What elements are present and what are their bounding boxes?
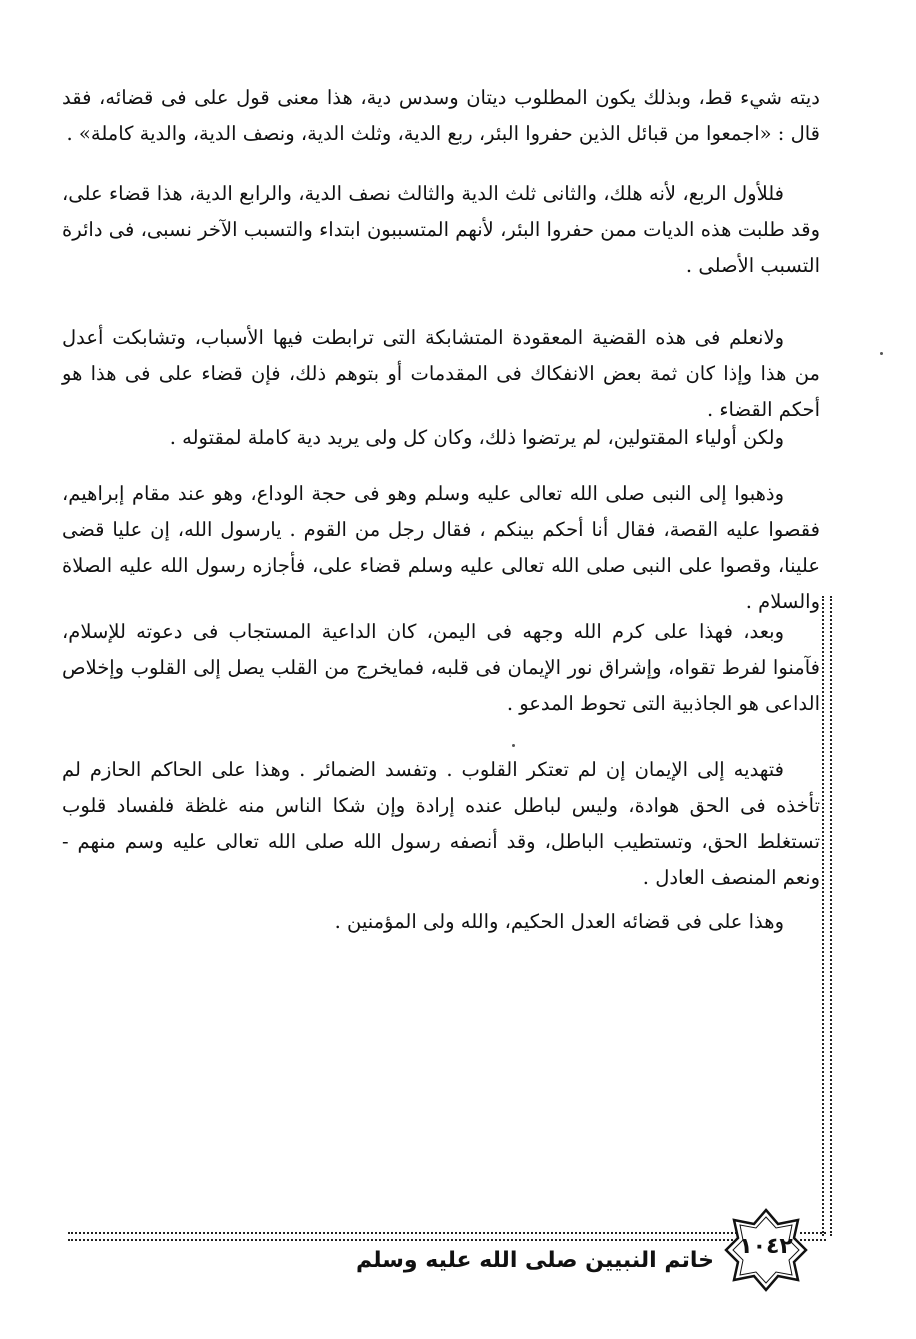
paragraph-4 bbox=[62, 420, 820, 456]
page-number: ١٠٤٢ bbox=[739, 1234, 793, 1259]
decorative-border-right bbox=[822, 596, 832, 1236]
paragraph-text: وهذا على فى قضائه العدل الحكيم، والله ولى المؤمنين . bbox=[334, 910, 784, 933]
decorative-border-bottom bbox=[68, 1232, 760, 1241]
paragraph-text: ولانعلم فى هذه القضية المعقودة المتشابكة التى ترابطت فيها الأسباب، وتشابكت أعدل من هذا وإذا كان ثمة بعض الانفكاك فى المقدمات أو بتوهم ذلك، فإن قضاء على فى هذا هو أحكم القضاء . bbox=[62, 326, 820, 421]
paragraph-text: فتهديه إلى الإيمان إن لم تعتكر القلوب . وتفسد الضمائر . وهذا على الحاكم الحازم لم تأخذه فى الحق هوادة، وليس لباطل عنده إرادة وإن شكا الناس منه غلظة فلفساد قلوب تستغلط الحق، وتستطيب الباطل، وقد أنصفه رسول الله صلى الله تعالى عليه وسم منهم - ونعم المنصف العادل . bbox=[62, 758, 820, 889]
footer-book-title: خاتم النبيين صلى الله عليه وسلم bbox=[356, 1248, 714, 1273]
paragraph-text: وبعد، فهذا على كرم الله وجهه فى اليمن، كان الداعية المستجاب فى دعوته للإسلام، فآمنوا لفرط تقواه، وإشراق نور الإيمان فى قلبه، فمايخرج من القلب يصل إلى القلوب وإخلاص الداعى هو الجاذبية التى تحوط المدعو . bbox=[62, 620, 820, 715]
paragraph-3 bbox=[62, 320, 820, 428]
scan-speck bbox=[880, 352, 883, 355]
paragraph-8 bbox=[62, 904, 820, 940]
paragraph-text: ولكن أولياء المقتولين، لم يرتضوا ذلك، وكان كل ولى يريد دية كاملة لمقتوله . bbox=[169, 426, 784, 449]
paragraph-text: فللأول الربع، لأنه هلك، والثانى ثلث الدية والثالث نصف الدية، والرابع الدية، هذا قضاء على، وقد طلبت هذه الديات ممن حفروا البئر، لأنهم المتسببون ابتداء والتسبب الآخر نسبى، فى دائرة التسبب الأصلى . bbox=[62, 182, 820, 277]
paragraph-text: وذهبوا إلى النبى صلى الله تعالى عليه وسلم وهو فى حجة الوداع، وهو عند مقام إبراهيم، فقصوا عليه القصة، فقال أنا أحكم بينكم ، فقال رجل من القوم . يارسول الله، إن عليا قضى علينا، وقصوا على النبى صلى الله تعالى عليه وسلم قضاء على، فأجازه رسول الله عليه الصلاة والسلام . bbox=[62, 482, 820, 613]
paragraph-2 bbox=[62, 176, 820, 284]
paragraph-5 bbox=[62, 476, 820, 620]
paragraph-1 bbox=[62, 80, 820, 152]
paragraph-text: ديته شيء قط، وبذلك يكون المطلوب ديتان وسدس دية، هذا معنى قول على فى قضائه، فقد قال : «اجمعوا من قبائل الذين حفروا البئر، ربع الدية، وثلث الدية، ونصف الدية، والدية كاملة» . bbox=[62, 86, 820, 145]
paragraph-7 bbox=[62, 752, 820, 896]
scan-speck bbox=[512, 744, 515, 747]
paragraph-6 bbox=[62, 614, 820, 722]
